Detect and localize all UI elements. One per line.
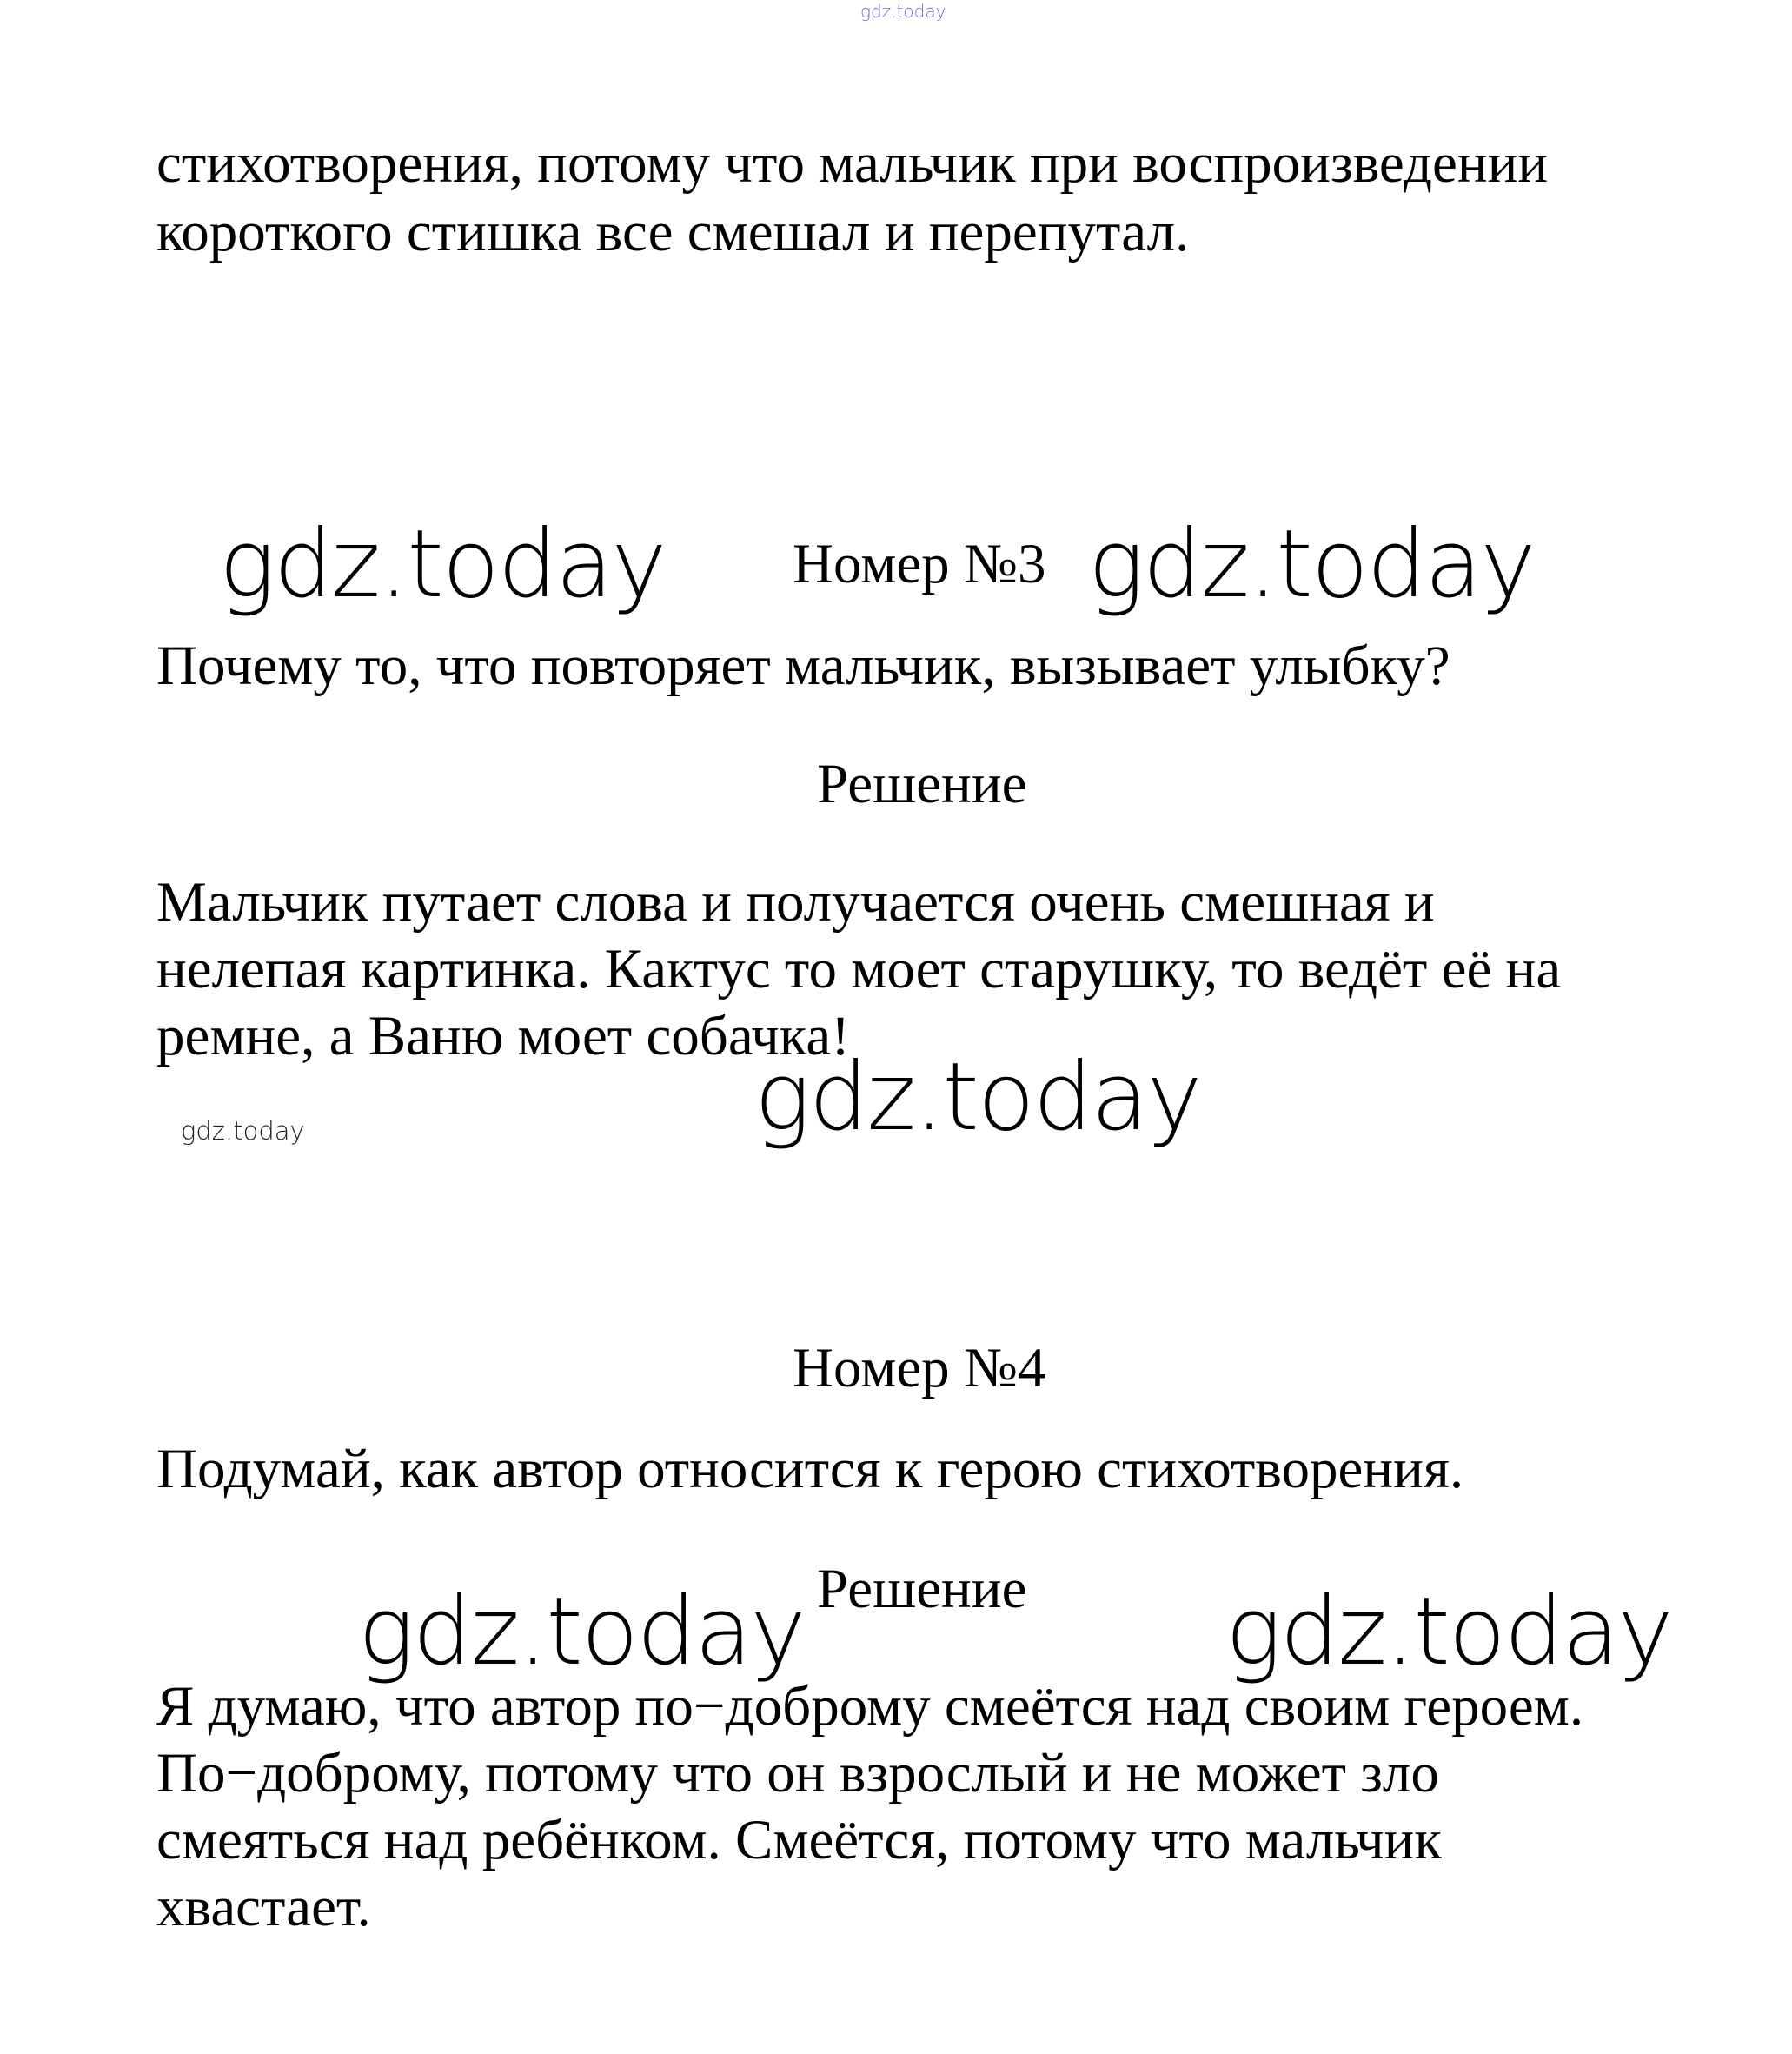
watermark-right: gdz.today xyxy=(1088,510,1535,619)
task3-question: Почему то, что повторяет мальчик, вызывает улыбку? xyxy=(156,635,1450,697)
intro-line-2: короткого стишка все смешал и перепутал. xyxy=(156,201,1190,263)
task4-solution-label: Решение xyxy=(817,1558,1027,1620)
watermark-top: gdz.today xyxy=(860,1,946,22)
task4-answer-line-2: По−доброму, потому что он взрослый и не может зло xyxy=(156,1742,1439,1805)
task4-answer-line-1: Я думаю, что автор по−доброму смеётся над своим героем. xyxy=(156,1675,1584,1738)
task4-question: Подумай, как автор относится к герою стихотворения. xyxy=(156,1438,1464,1500)
watermark-center: gdz.today xyxy=(754,1043,1201,1152)
watermark-left: gdz.today xyxy=(219,510,666,619)
task3-solution-label: Решение xyxy=(817,753,1027,815)
watermark-left-2: gdz.today xyxy=(358,1578,805,1686)
watermark-small: gdz.today xyxy=(181,1116,305,1146)
task4-heading: Номер №4 xyxy=(793,1337,1046,1399)
task3-answer-line-2: нелепая картинка. Кактус то моет старушку, то ведёт её на xyxy=(156,938,1562,1000)
task3-answer-line-3: ремне, а Ваню моет собачка! xyxy=(156,1005,850,1067)
task4-answer-line-3: смеяться над ребёнком. Смеётся, потому что мальчик xyxy=(156,1809,1443,1871)
task3-heading: Номер №3 xyxy=(793,533,1046,595)
task4-answer-line-4: хвастает. xyxy=(156,1876,371,1938)
watermark-right-2: gdz.today xyxy=(1225,1578,1672,1686)
task3-answer-line-1: Мальчик путает слова и получается очень смешная и xyxy=(156,871,1435,934)
intro-line-1: стихотворения, потому что мальчик при воспроизведении xyxy=(156,132,1549,195)
